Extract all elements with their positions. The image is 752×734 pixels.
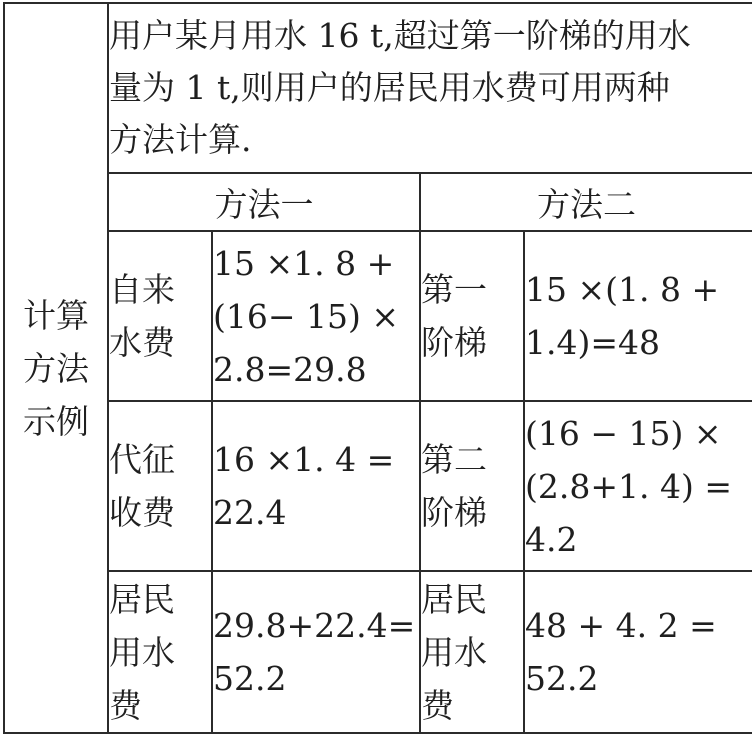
- calculation-example-table: [3, 2, 752, 734]
- description-line: 量为 1 t,则用户的居民用水费可用两种: [109, 68, 670, 107]
- resident-water-fee-label: 居民 用水 费: [108, 571, 212, 733]
- resident-water-fee-formula-method-two: 48 + 4. 2 = 52.2: [524, 571, 752, 733]
- description-line: 用户某月用水 16 t,超过第一阶梯的用水: [109, 16, 691, 55]
- side-label-line: 计算: [23, 295, 89, 335]
- first-tier-label: 第一 阶梯: [420, 231, 524, 401]
- method-one-header: 方法一: [108, 173, 420, 231]
- tap-water-fee-formula: 15 ×1. 8 + (16− 15) × 2.8=29.8: [212, 231, 420, 401]
- side-label-line: 方法: [23, 348, 89, 388]
- method-two-header: 方法二: [420, 173, 752, 231]
- tap-water-fee-label: 自来 水费: [108, 231, 212, 401]
- first-tier-formula: 15 ×(1. 8 + 1.4)=48: [524, 231, 752, 401]
- description-line: 方法计算.: [109, 120, 252, 159]
- description-cell: [108, 3, 752, 173]
- collected-fee-formula: 16 ×1. 4 = 22.4: [212, 401, 420, 571]
- side-label-line: 示例: [23, 401, 89, 441]
- collected-fee-label: 代征 收费: [108, 401, 212, 571]
- resident-water-fee-label-method-two: 居民 用水 费: [420, 571, 524, 733]
- resident-water-fee-formula: 29.8+22.4= 52.2: [212, 571, 420, 733]
- side-label-cell: [4, 3, 108, 733]
- second-tier-formula: (16 − 15) × (2.8+1. 4) = 4.2: [524, 401, 752, 571]
- second-tier-label: 第二 阶梯: [420, 401, 524, 571]
